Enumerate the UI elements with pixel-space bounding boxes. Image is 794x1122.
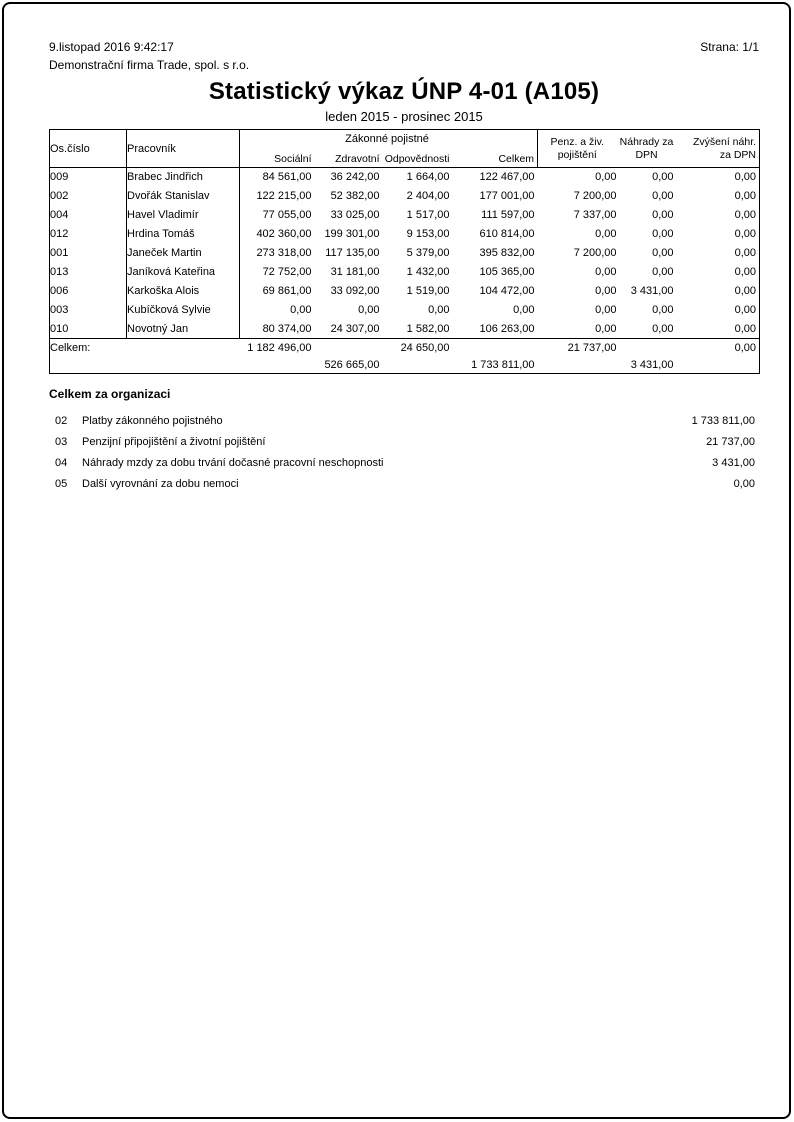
cell-nahrady: 0,00 (652, 190, 674, 202)
cell-zdravotni: 0,00 (358, 304, 380, 316)
cell-socialni: 0,00 (290, 304, 312, 316)
cell-nahrady: 0,00 (652, 266, 674, 278)
cell-odpovednosti: 2 404,00 (406, 190, 450, 202)
report-datetime: 9.listopad 2016 9:42:17 (49, 40, 174, 54)
cell-penz: 0,00 (595, 322, 617, 335)
cell-celkem: 106 263,00 (479, 322, 535, 335)
cell-zvyseni: 0,00 (734, 304, 757, 316)
cell-celkem: 0,00 (513, 304, 535, 316)
summary-item-code: 03 (55, 435, 68, 448)
cell-os-cislo: 010 (50, 320, 127, 339)
cell-pracovnik: Havel Vladimír (127, 206, 240, 225)
cell-zdravotni: 52 382,00 (330, 190, 380, 202)
table-row (50, 225, 760, 244)
col-header-penz-a-ziv-pojisteni (538, 130, 620, 168)
summary-item-value: 3 431,00 (712, 456, 755, 469)
cell-socialni: 77 055,00 (262, 209, 312, 221)
cell-zdravotni: 33 025,00 (330, 209, 380, 221)
report-meta-row (49, 40, 759, 54)
cell-celkem: 177 001,00 (479, 190, 535, 202)
totals-label: Celkem: (50, 339, 240, 357)
table-row (50, 187, 760, 206)
summary-item (49, 473, 759, 494)
cell-zvyseni: 0,00 (734, 228, 757, 240)
col-header-zvyseni-line1: Zvýšení náhr. (693, 135, 757, 148)
cell-socialni: 402 360,00 (256, 228, 312, 240)
totals-row-1 (50, 339, 760, 357)
cell-penz: 0,00 (595, 171, 617, 184)
cell-pracovnik: Dvořák Stanislav (127, 187, 240, 206)
cell-zvyseni: 0,00 (734, 209, 757, 221)
cell-zdravotni: 33 092,00 (330, 285, 380, 297)
total-socialni: 1 182 496,00 (240, 339, 315, 357)
cell-nahrady: 0,00 (652, 209, 674, 221)
cell-pracovnik: Karkoška Alois (127, 282, 240, 301)
cell-zvyseni: 0,00 (734, 322, 757, 335)
cell-penz: 0,00 (595, 266, 617, 278)
table-row (50, 263, 760, 282)
cell-pracovnik: Janeček Martin (127, 244, 240, 263)
cell-os-cislo: 003 (50, 301, 127, 320)
cell-socialni: 273 318,00 (256, 247, 312, 259)
cell-odpovednosti: 1 432,00 (406, 266, 450, 278)
cell-penz: 0,00 (595, 228, 617, 240)
cell-os-cislo: 006 (50, 282, 127, 301)
table-row (50, 168, 760, 187)
cell-pracovnik: Novotný Jan (127, 320, 240, 339)
total-zdravotni: 526 665,00 (324, 358, 380, 371)
cell-os-cislo: 004 (50, 206, 127, 225)
table-row (50, 301, 760, 320)
cell-socialni: 72 752,00 (262, 266, 312, 278)
cell-odpovednosti: 1 664,00 (406, 171, 450, 184)
summary-item-label: Další vyrovnání za dobu nemoci (82, 477, 239, 490)
summary-item-value: 0,00 (733, 477, 755, 490)
totals-spacer (383, 357, 453, 374)
cell-os-cislo: 002 (50, 187, 127, 206)
col-header-pracovnik: Pracovník (127, 130, 240, 168)
totals-spacer (453, 339, 538, 357)
cell-zvyseni: 0,00 (734, 285, 757, 297)
cell-nahrady: 0,00 (652, 247, 674, 259)
col-header-zdravotni: Zdravotní (315, 148, 383, 168)
cell-penz: 0,00 (595, 304, 617, 316)
payroll-table (49, 129, 760, 374)
col-header-os-cislo: Os.číslo (50, 130, 127, 168)
total-celkem: 1 733 811,00 (471, 358, 535, 371)
report-content (49, 4, 759, 494)
col-header-nahrady-line1: Náhrady za (619, 135, 674, 148)
cell-odpovednosti: 1 519,00 (406, 285, 450, 297)
table-row (50, 206, 760, 225)
col-header-zvyseni-nahr-za-dpn (677, 130, 760, 168)
cell-zdravotni: 117 135,00 (325, 247, 380, 259)
table-row (50, 282, 760, 301)
cell-celkem: 104 472,00 (479, 285, 535, 297)
cell-socialni: 122 215,00 (256, 190, 312, 202)
totals-spacer (50, 357, 315, 374)
summary-item (49, 431, 759, 452)
cell-penz: 7 200,00 (573, 190, 617, 202)
col-header-penz-line1: Penz. a živ. (550, 135, 605, 148)
summary-heading: Celkem za organizaci (49, 387, 171, 401)
cell-nahrady: 3 431,00 (630, 285, 674, 297)
col-group-header-zakonne-pojistne: Zákonné pojistné (240, 130, 538, 148)
cell-os-cislo: 001 (50, 244, 127, 263)
cell-zdravotni: 31 181,00 (330, 266, 380, 278)
cell-celkem: 122 467,00 (479, 171, 535, 184)
totals-spacer (620, 339, 677, 357)
report-title: Statistický výkaz ÚNP 4-01 (A105) (208, 78, 600, 105)
cell-odpovednosti: 0,00 (428, 304, 450, 316)
summary-item-label: Náhrady mzdy za dobu trvání dočasné pracovní neschopnosti (82, 456, 384, 469)
cell-odpovednosti: 1 582,00 (406, 322, 450, 335)
cell-penz: 0,00 (595, 285, 617, 297)
company-name: Demonstrační firma Trade, spol. s r.o. (49, 58, 250, 72)
organization-summary (49, 387, 759, 494)
cell-celkem: 610 814,00 (479, 228, 535, 240)
cell-zdravotni: 36 242,00 (330, 171, 380, 184)
summary-item-code: 02 (55, 414, 68, 427)
table-row (50, 244, 760, 263)
summary-item (49, 452, 759, 473)
cell-pracovnik: Hrdina Tomáš (127, 225, 240, 244)
cell-pracovnik: Kubíčková Sylvie (127, 301, 240, 320)
cell-socialni: 80 374,00 (262, 322, 312, 335)
total-nahrady: 3 431,00 (630, 358, 674, 371)
cell-nahrady: 0,00 (652, 171, 674, 184)
col-header-penz-line2: pojištění (557, 148, 597, 161)
cell-odpovednosti: 5 379,00 (406, 247, 450, 259)
col-header-nahrady-za-dpn (620, 130, 677, 168)
cell-pracovnik: Brabec Jindřich (127, 168, 240, 187)
report-period: leden 2015 - prosinec 2015 (325, 109, 483, 124)
table-row (50, 320, 760, 339)
totals-spacer (677, 357, 760, 374)
cell-celkem: 105 365,00 (479, 266, 535, 278)
page-number: Strana: 1/1 (700, 40, 759, 54)
totals-spacer (538, 357, 620, 374)
cell-zvyseni: 0,00 (734, 266, 757, 278)
summary-item-value: 21 737,00 (706, 435, 755, 448)
cell-zdravotni: 24 307,00 (330, 322, 380, 335)
cell-zvyseni: 0,00 (734, 247, 757, 259)
report-page (2, 2, 791, 1119)
cell-odpovednosti: 1 517,00 (406, 209, 450, 221)
col-header-nahrady-line2: DPN (635, 148, 658, 161)
total-penz: 21 737,00 (538, 339, 620, 357)
total-odpovednosti: 24 650,00 (383, 339, 453, 357)
summary-item-code: 04 (55, 456, 68, 469)
table-header-row-1 (50, 130, 760, 148)
cell-socialni: 69 861,00 (262, 285, 312, 297)
cell-os-cislo: 013 (50, 263, 127, 282)
summary-item (49, 410, 759, 431)
cell-celkem: 395 832,00 (479, 247, 535, 259)
cell-zvyseni: 0,00 (734, 190, 757, 202)
summary-item-label: Penzijní připojištění a životní pojištění (82, 435, 266, 448)
summary-item-value: 1 733 811,00 (691, 414, 755, 427)
summary-item-label: Platby zákonného pojistného (82, 414, 223, 427)
cell-nahrady: 0,00 (652, 322, 674, 335)
total-zvyseni: 0,00 (677, 339, 760, 357)
cell-os-cislo: 009 (50, 168, 127, 187)
cell-odpovednosti: 9 153,00 (406, 228, 450, 240)
totals-row-2 (50, 357, 760, 374)
col-header-odpovednosti: Odpovědnosti (383, 148, 453, 168)
cell-pracovnik: Janíková Kateřina (127, 263, 240, 282)
summary-item-code: 05 (55, 477, 68, 490)
cell-socialni: 84 561,00 (262, 171, 312, 184)
cell-penz: 7 200,00 (573, 247, 617, 259)
cell-nahrady: 0,00 (652, 304, 674, 316)
col-header-celkem: Celkem (453, 148, 538, 168)
col-header-zvyseni-line2: za DPN (719, 148, 757, 161)
cell-os-cislo: 012 (50, 225, 127, 244)
cell-nahrady: 0,00 (652, 228, 674, 240)
cell-celkem: 111 597,00 (481, 209, 535, 221)
cell-penz: 7 337,00 (573, 209, 617, 221)
totals-spacer (315, 339, 383, 357)
cell-zvyseni: 0,00 (734, 171, 757, 184)
cell-zdravotni: 199 301,00 (324, 228, 380, 240)
col-header-socialni: Sociální (240, 148, 315, 168)
